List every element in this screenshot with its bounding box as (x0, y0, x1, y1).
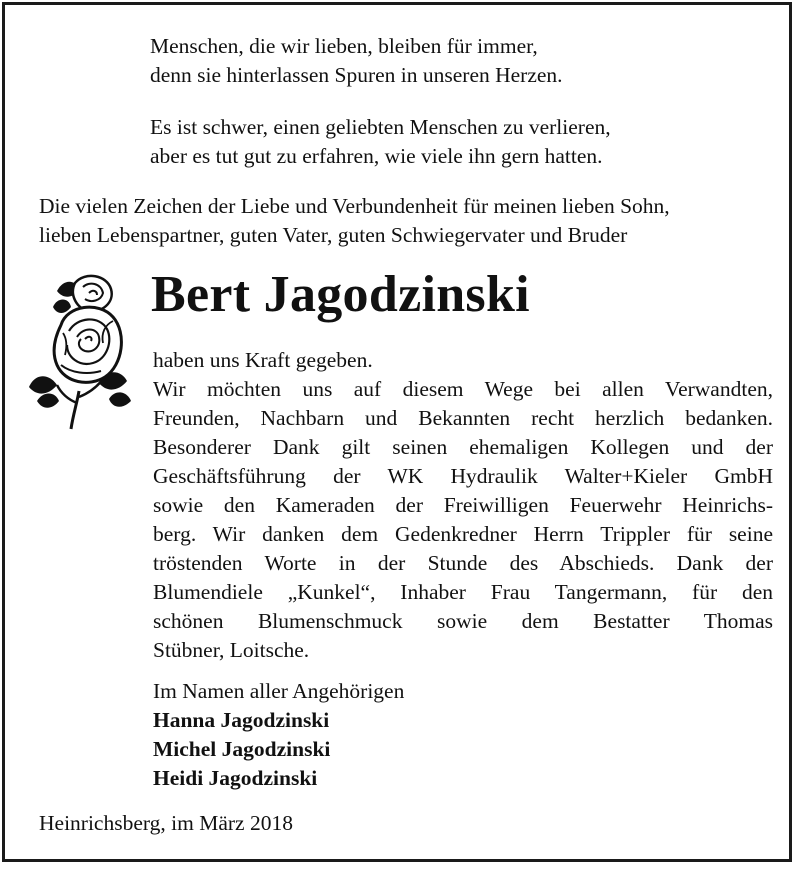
deceased-name: Bert Jagodzinski (151, 266, 530, 323)
thanks-line: Besonderer Dank gilt seinen ehemaligen Kollegen und der (153, 435, 773, 459)
poem-verse-1 (150, 32, 563, 90)
obituary-notice (2, 2, 792, 862)
signature-block (153, 677, 404, 793)
poem-line: Menschen, die wir lieben, bleiben für immer, (150, 34, 538, 58)
signature-name: Michel Jagodzinski (153, 737, 331, 761)
signature-name: Hanna Jagodzinski (153, 708, 330, 732)
thanks-line: sowie den Kameraden der Freiwilligen Feuerwehr Heinrichs- (153, 493, 773, 517)
place-date: Heinrichsberg, im März 2018 (39, 811, 293, 835)
poem-line: aber es tut gut zu erfahren, wie viele ihn gern hatten. (150, 144, 603, 168)
thanks-line: schönen Blumenschmuck sowie dem Bestatter Thomas (153, 609, 773, 633)
thanks-line: Freunden, Nachbarn und Bekannten recht herzlich bedanken. (153, 406, 773, 430)
signature-name: Heidi Jagodzinski (153, 766, 318, 790)
poem-line: denn sie hinterlassen Spuren in unseren Herzen. (150, 63, 563, 87)
thanks-text (153, 346, 773, 665)
signature-intro: Im Namen aller Angehörigen (153, 679, 405, 703)
thanks-line: tröstenden Worte in der Stunde des Abschieds. Dank der (153, 551, 773, 575)
thanks-line: Stübner, Loitsche. (153, 638, 310, 662)
rose-icon (27, 273, 137, 433)
poem-verse-2 (150, 113, 611, 171)
intro-line: Die vielen Zeichen der Liebe und Verbundenheit für meinen lieben Sohn, (39, 194, 670, 218)
thanks-line: Geschäftsführung der WK Hydraulik Walter+Kieler GmbH (153, 464, 773, 488)
thanks-line: Wir möchten uns auf diesem Wege bei allen Verwandten, (153, 377, 773, 401)
thanks-line: berg. Wir danken dem Gedenkredner Herrn Trippler für seine (153, 522, 773, 546)
poem-line: Es ist schwer, einen geliebten Menschen zu verlieren, (150, 115, 611, 139)
intro-line: lieben Lebenspartner, guten Vater, guten Schwiegervater und Bruder (39, 223, 628, 247)
thanks-line: Blumendiele „Kunkel“, Inhaber Frau Tangermann, für den (153, 580, 773, 604)
thanks-line: haben uns Kraft gegeben. (153, 348, 373, 372)
intro-text (39, 192, 670, 250)
